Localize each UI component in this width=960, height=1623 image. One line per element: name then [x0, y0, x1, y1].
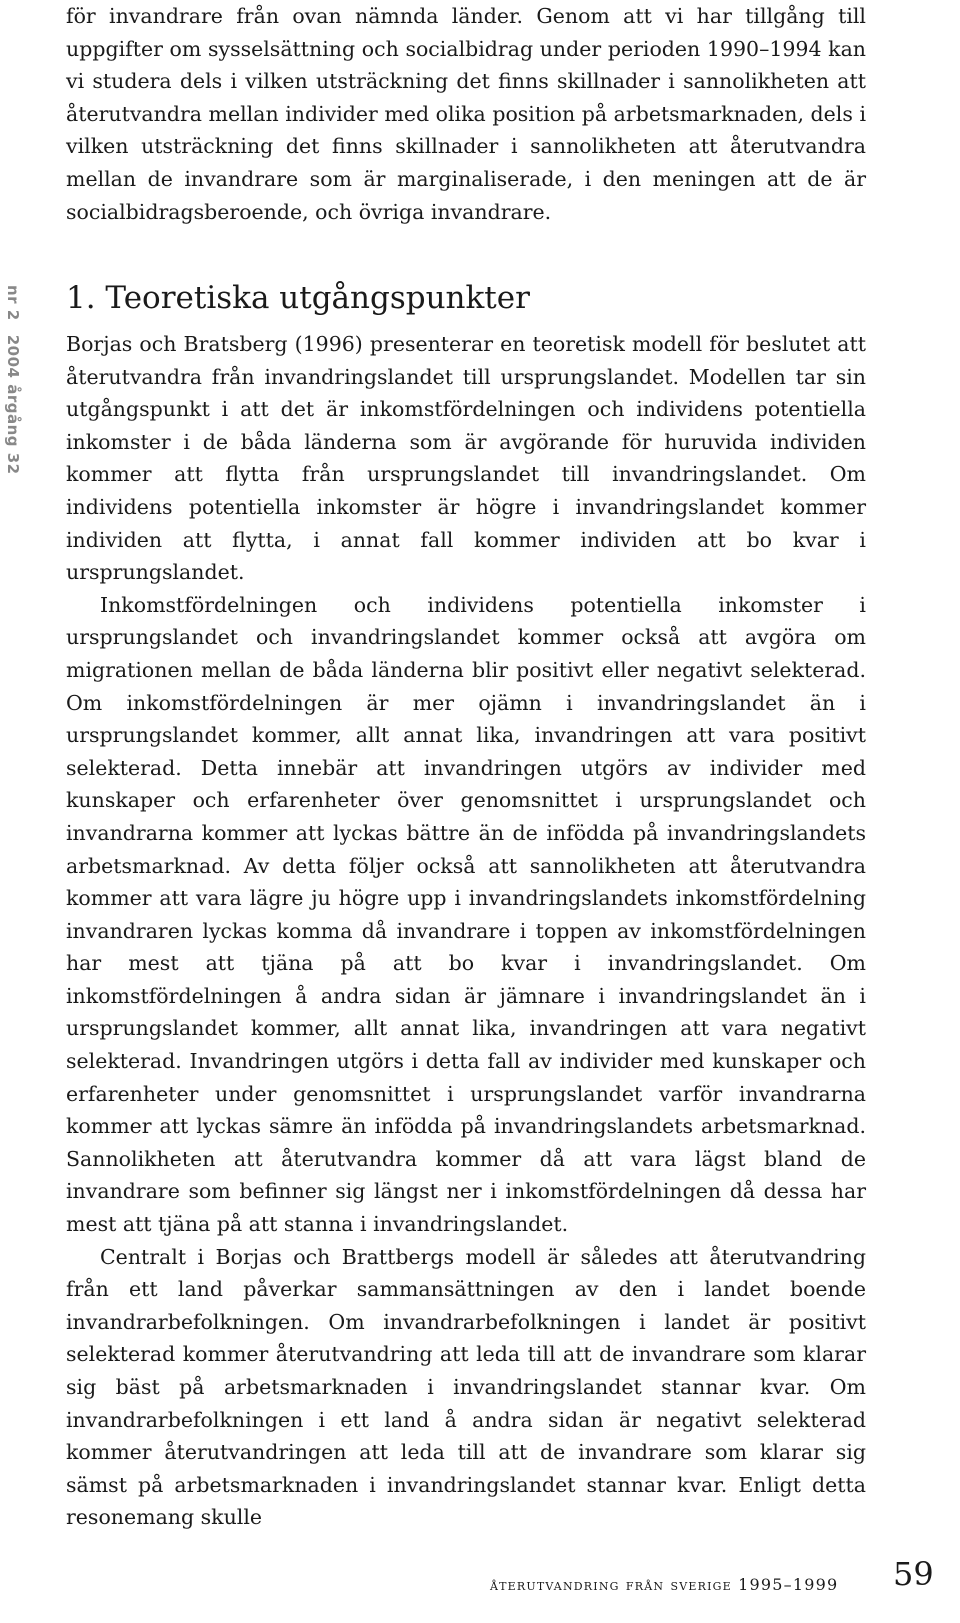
intro-text — [66, 0, 866, 228]
journal-issue-label — [4, 285, 22, 475]
body-paragraph: Borjas och Bratsberg (1996) presenterar en teoretisk modell för beslutet att återutvandra från invandringslandet till ursprungslandet. Modellen tar sin utgångspunkt i att det är inkomstfördelningen och individens potentiella inkomster i de båda länderna som är avgörande för huruvida individen kommer att flytta från ursprungslandet till invandringslandet. Om individens potentiella inkomster är högre i invandringslandet kommer individen att flytta, i annat fall kommer individen att bo kvar i ursprungslandet. — [66, 332, 866, 585]
section-heading: 1. Teoretiska utgångspunkter — [66, 280, 530, 316]
running-footer-title: återutvandring från sverige 1995–1999 — [490, 1575, 839, 1594]
page-number: 59 — [893, 1555, 934, 1593]
volume-year: 2004 årgång 32 — [4, 334, 22, 475]
section-theory — [66, 278, 866, 1534]
intro-paragraph: för invandrare från ovan nämnda länder. Genom att vi har tillgång till uppgifter om sysselsättning och socialbidrag under perioden 1990–1994 kan vi studera dels i vilken utsträckning det finns skillnader i sannolikheten att återutvandra mellan individer med olika position på arbetsmarknaden, dels i vilken utsträckning det finns skillnader i sannolikheten att återutvandra mellan de invandrare som är marginaliserade, i den meningen att de är socialbidragsberoende, och övriga invandrare. — [66, 4, 866, 224]
body-paragraph: Inkomstfördelningen och individens potentiella inkomster i ursprungslandet och invandringslandet kommer också att avgöra om migrationen mellan de båda länderna blir positivt eller negativt selekterad. Om inkomstfördelningen är mer ojämn i invandringslandet än i ursprungslandet kommer, allt annat lika, invandringen att vara positivt selekterad. Detta innebär att invandringen utgörs av individer med kunskaper och erfarenheter över genomsnittet i ursprungslandet och invandrarna kommer att lyckas bättre än de infödda på invandringslandets arbetsmarknad. Av detta följer också att sannolikheten att återutvandra kommer att vara lägre ju högre upp i invandringslandets inkomstfördelning invandraren lyckas komma då invandrare i toppen av inkomstfördelningen har mest att tjäna på att bo kvar i invandringslandet. Om inkomstfördelningen å andra sidan är jämnare i invandringslandet än i ursprungslandet kommer, allt annat lika, invandringen att vara negativt selekterad. Invandringen utgörs i detta fall av individer med kunskaper och erfarenheter under genomsnittet i ursprungslandet varför invandrarna kommer att lyckas sämre än infödda på invandringslandets arbetsmarknad. Sannolikheten att återutvandra kommer då att vara lägst bland de invandrare som befinner sig längst ner i inkomstfördelningen då dessa har mest att tjäna på att stanna i invandringslandet. — [66, 592, 866, 1237]
issue-number: nr 2 — [4, 285, 22, 321]
body-paragraph: Centralt i Borjas och Brattbergs modell är således att återutvandring från ett land påverkar sammansättningen av den i landet boende invandrarbefolkningen. Om invandrarbefolkningen i landet är positivt selekterad kommer återutvandring att leda till att de invandrare som klarar sig bäst på arbetsmarknaden i invandringslandet stannar kvar. Om invandrarbefolkningen i ett land å andra sidan är negativt selekterad kommer återutvandringen att leda till att de invandrare som klarar sig sämst på arbetsmarknaden i invandringslandet stannar kvar. Enligt detta resonemang skulle — [66, 1244, 866, 1530]
